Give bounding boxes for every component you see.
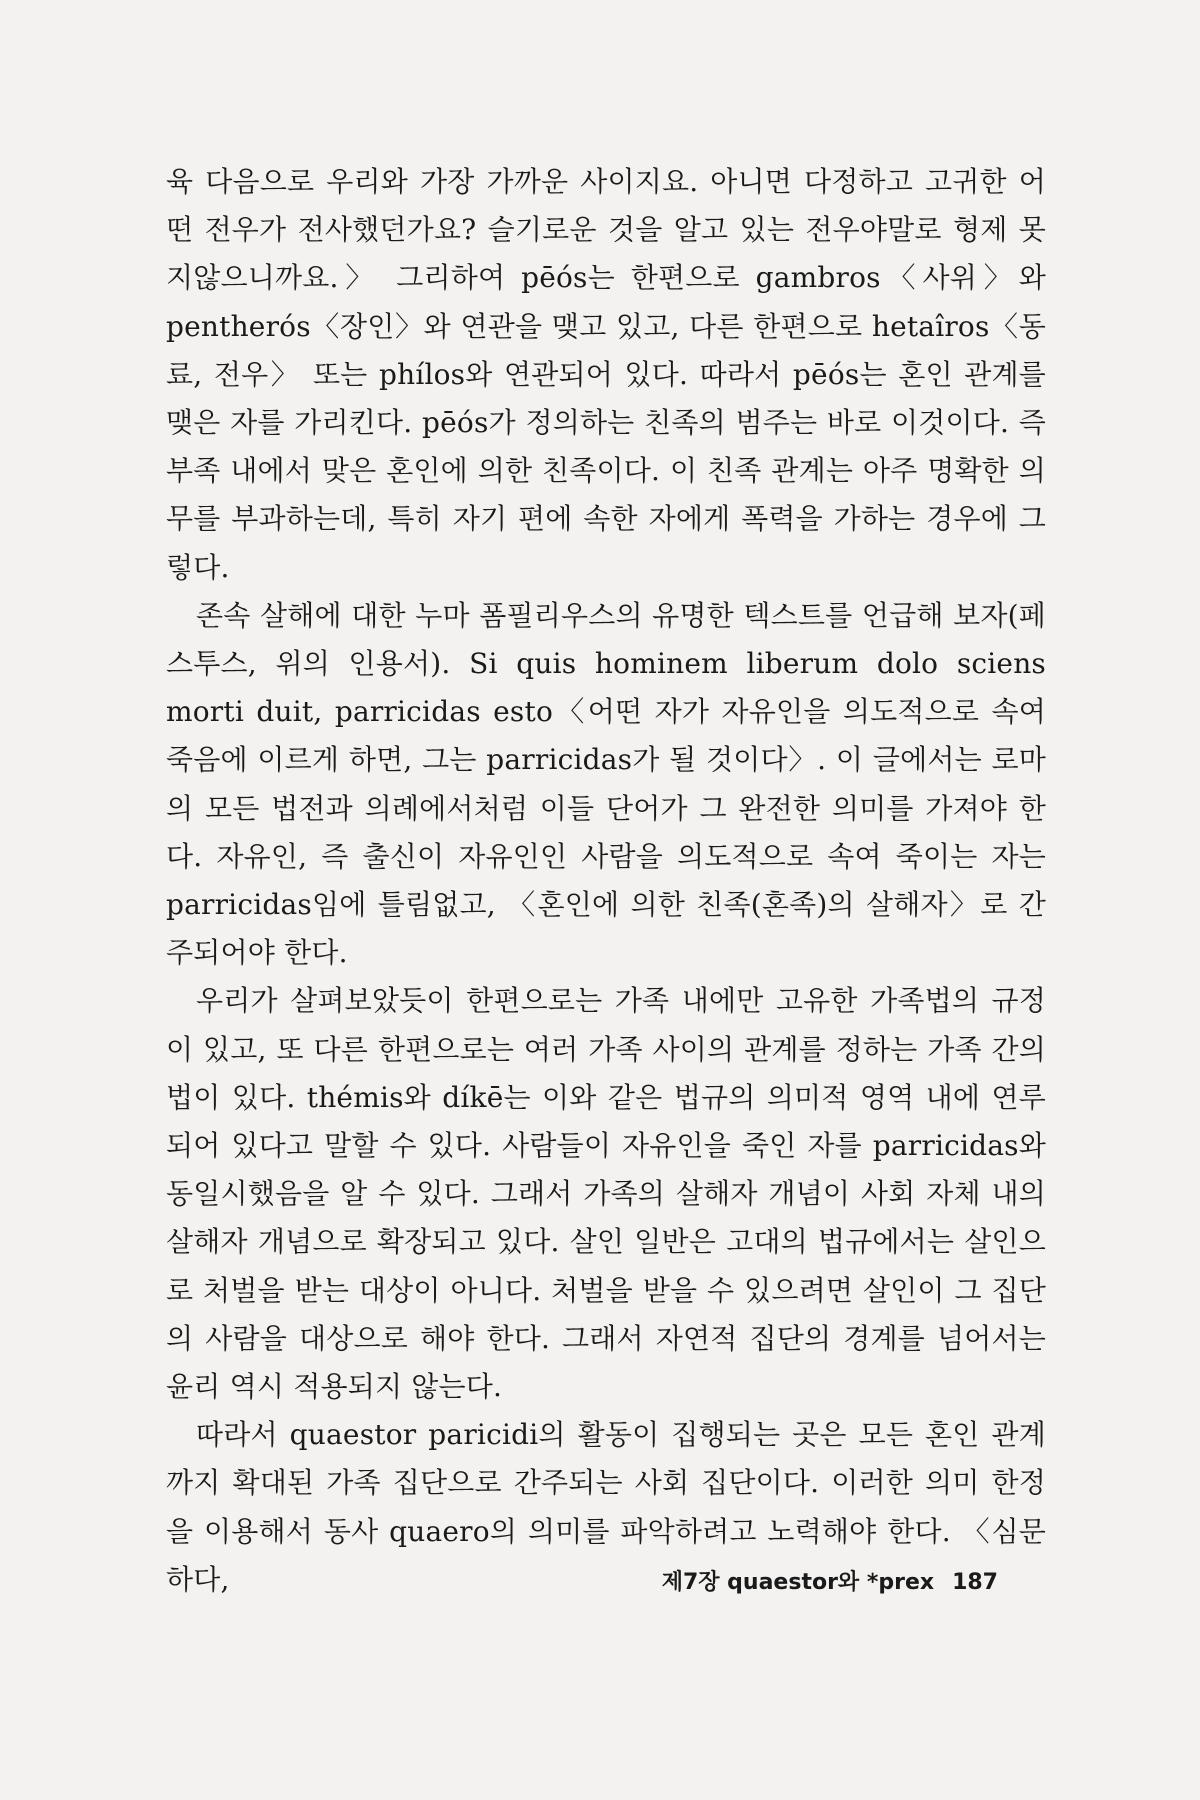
running-footer	[662, 1565, 998, 1596]
paragraph-2: 존속 살해에 대한 누마 폼필리우스의 유명한 텍스트를 언급해 보자(페스투스, 위의 인용서). Si quis hominem liberum dolo sciens morti duit, parricidas esto〈어떤 자가 자유인을 의도적으로 속여 죽음에 이르게 하면, 그는 parricidas가 될 것이다〉. 이 글에서는 로마의 모든 법전과 의례에서처럼 이들 단어가 그 완전한 의미를 가져야 한다. 자유인, 즉 출신이 자유인인 사람을 의도적으로 속여 죽이는 자는 parricidas임에 틀림없고, 〈혼인에 의한 친족(혼족)의 살해자〉로 간주되어야 한다.	[166, 598, 1046, 970]
paragraph-3: 우리가 살펴보았듯이 한편으로는 가족 내에만 고유한 가족법의 규정이 있고, 또 다른 한편으로는 여러 가족 사이의 관계를 정하는 가족 간의 법이 있다. thémis와 díkē는 이와 같은 법규의 의미적 영역 내에 연루되어 있다고 말할 수 있다. 사람들이 자유인을 죽인 자를 parricidas와 동일시했음을 알 수 있다. 그래서 가족의 살해자 개념이 사회 자체 내의 살해자 개념으로 확장되고 있다. 살인 일반은 고대의 법규에서는 살인으로 처벌을 받는 대상이 아니다. 처벌을 받을 수 있으려면 살인이 그 집단의 사람을 대상으로 해야 한다. 그래서 자연적 집단의 경계를 넘어서는 윤리 역시 적용되지 않는다.	[166, 984, 1046, 1404]
paragraph-1: 육 다음으로 우리와 가장 가까운 사이지요. 아니면 다정하고 고귀한 어떤 전우가 전사했던가요? 슬기로운 것을 알고 있는 전우야말로 형제 못지않으니까요.〉 그리하여 pēós는 한편으로 gambros〈사위〉와 pentherós〈장인〉와 연관을 맺고 있고, 다른 한편으로 hetaîros〈동료, 전우〉 또는 phílos와 연관되어 있다. 따라서 pēós는 혼인 관계를 맺은 자를 가리킨다. pēós가 정의하는 친족의 범주는 바로 이것이다. 즉 부족 내에서 맞은 혼인에 의한 친족이다. 이 친족 관계는 아주 명확한 의무를 부과하는데, 특히 자기 편에 속한 자에게 폭력을 가하는 경우에 그렇다.	[166, 165, 1046, 584]
running-title: 제7장 quaestor와 *prex	[661, 1570, 935, 1595]
page-number: 187	[952, 1570, 998, 1595]
body-text	[166, 158, 1046, 1604]
paragraph-4: 따라서 quaestor paricidi의 활동이 집행되는 곳은 모든 혼인 관계까지 확대된 가족 집단으로 간주되는 사회 집단이다. 이러한 의미 한정을 이용해서 동사 quaero의 의미를 파악하려고 노력해야 한다. 〈심문하다,	[166, 1418, 1046, 1596]
